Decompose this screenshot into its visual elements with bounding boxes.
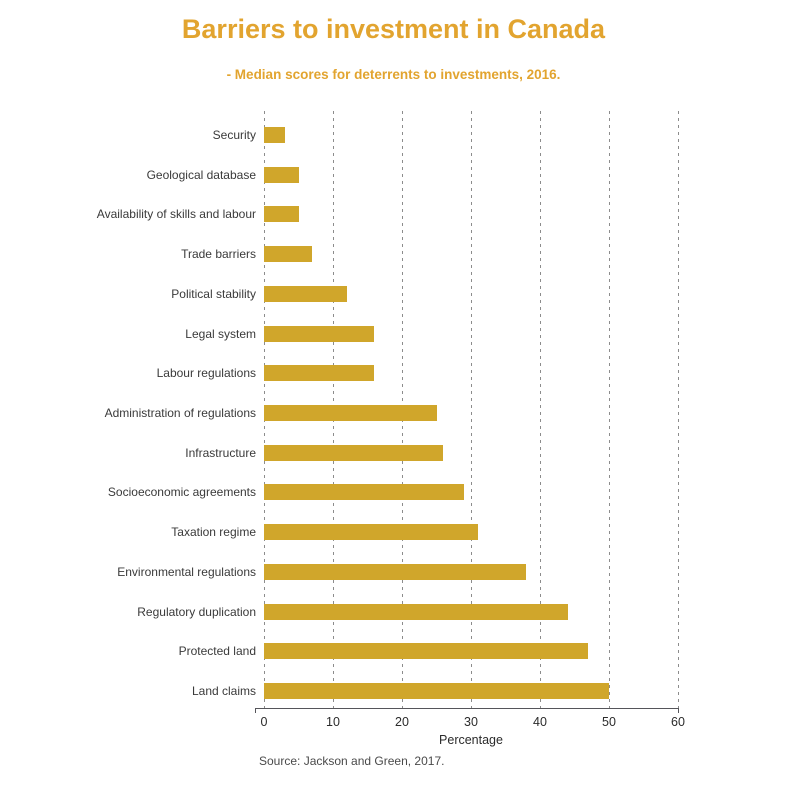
chart-row [0, 194, 787, 234]
category-label: Infrastructure [185, 445, 256, 460]
bar [264, 167, 299, 183]
bar [264, 445, 443, 461]
bar-rows [0, 115, 787, 711]
bar [264, 524, 478, 540]
x-tick-label: 10 [326, 715, 340, 729]
source-note: Source: Jackson and Green, 2017. [259, 754, 445, 768]
label-bar-gap [256, 412, 264, 413]
chart-row [0, 274, 787, 314]
label-bar-gap [256, 293, 264, 294]
label-bar-gap [256, 254, 264, 255]
x-axis-line [255, 708, 679, 709]
label-bar-gap [256, 691, 264, 692]
label-bar-gap [256, 651, 264, 652]
chart-row [0, 115, 787, 155]
category-label: Availability of skills and labour [96, 207, 256, 222]
chart-row [0, 314, 787, 354]
x-tick-label: 50 [602, 715, 616, 729]
label-bar-gap [256, 174, 264, 175]
x-tick-label: 0 [260, 715, 268, 729]
bar [264, 683, 609, 699]
bar [264, 643, 588, 659]
chart-subtitle: - Median scores for deterrents to investments, 2016. [226, 67, 561, 82]
bar [264, 206, 299, 222]
category-label: Taxation regime [171, 525, 256, 540]
chart-row [0, 393, 787, 433]
chart-row [0, 552, 787, 592]
x-tick-label: 60 [671, 715, 685, 729]
label-bar-gap [256, 134, 264, 135]
category-label: Administration of regulations [104, 405, 256, 420]
label-bar-gap [256, 611, 264, 612]
category-label: Political stability [171, 286, 256, 301]
label-bar-gap [256, 571, 264, 572]
chart-row [0, 234, 787, 274]
category-label: Land claims [191, 684, 256, 699]
x-axis-title: Percentage [439, 733, 503, 747]
x-tick-label: 40 [533, 715, 547, 729]
chart-row [0, 473, 787, 513]
chart-row [0, 155, 787, 195]
category-label: Socioeconomic agreements [107, 485, 256, 500]
category-label: Trade barriers [181, 247, 256, 262]
label-bar-gap [256, 333, 264, 334]
category-label: Environmental regulations [117, 564, 256, 579]
chart-row [0, 592, 787, 632]
category-label: Geological database [146, 167, 256, 182]
bar [264, 326, 374, 342]
bar [264, 286, 347, 302]
category-label: Security [212, 127, 256, 142]
bar [264, 405, 437, 421]
chart-row [0, 353, 787, 393]
label-bar-gap [256, 214, 264, 215]
bar [264, 484, 464, 500]
bar [264, 604, 568, 620]
chart-row [0, 632, 787, 672]
x-tick-label: 20 [395, 715, 409, 729]
category-label: Labour regulations [156, 366, 256, 381]
label-bar-gap [256, 532, 264, 533]
chart-title: Barriers to investment in Canada [181, 14, 606, 44]
chart-row [0, 671, 787, 711]
x-tick-label: 30 [464, 715, 478, 729]
category-label: Protected land [178, 644, 256, 659]
bar [264, 246, 312, 262]
label-bar-gap [256, 452, 264, 453]
chart-row [0, 512, 787, 552]
bar [264, 365, 374, 381]
bar [264, 564, 526, 580]
chart-row [0, 433, 787, 473]
bar [264, 127, 285, 143]
category-label: Regulatory duplication [137, 604, 256, 619]
label-bar-gap [256, 492, 264, 493]
label-bar-gap [256, 373, 264, 374]
category-label: Legal system [185, 326, 256, 341]
